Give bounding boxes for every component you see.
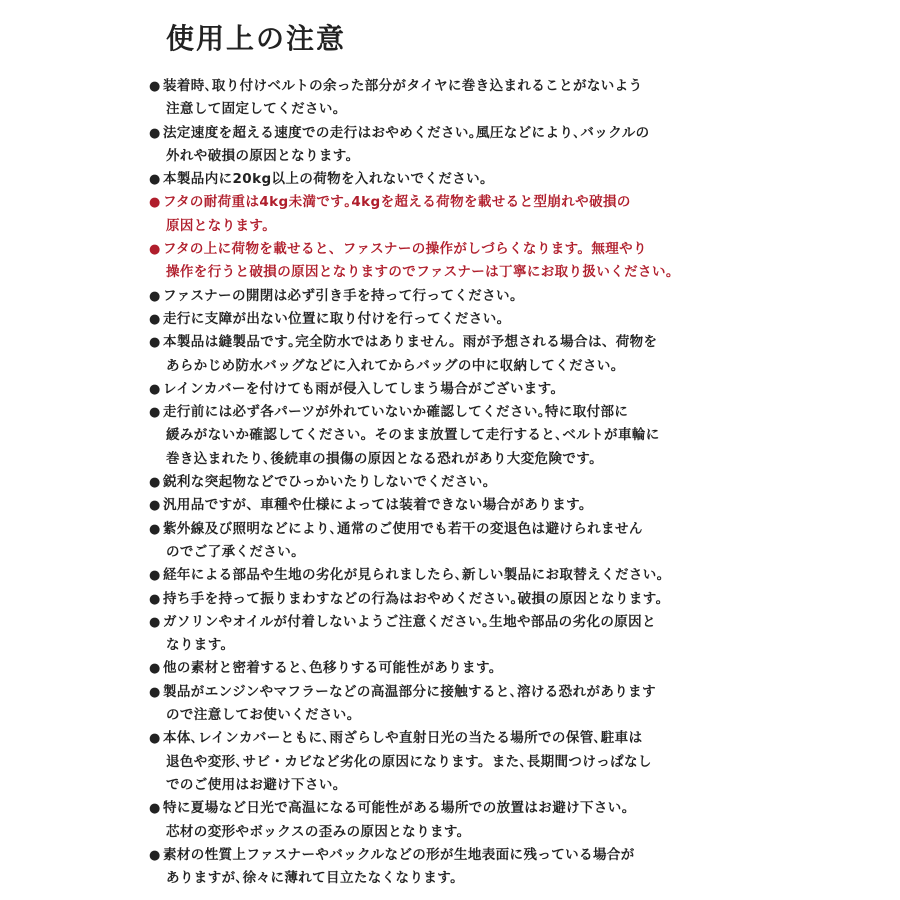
bullet-icon: ●	[149, 521, 161, 537]
bullet-icon: ●	[149, 661, 161, 677]
bullet-icon: ●	[149, 801, 161, 817]
caution-text	[163, 378, 763, 401]
caution-line: 芯材の変形やボックスの歪みの原因となります。	[166, 823, 471, 840]
caution-text	[163, 494, 763, 517]
caution-item-warning	[0, 238, 900, 285]
caution-text	[163, 518, 763, 565]
bullet-icon: ●	[149, 125, 161, 141]
caution-line: 退色や変形､サビ・カビなど劣化の原因になります。また､長期間つけっぱなし	[166, 753, 652, 770]
caution-line: レインカバーを付けても雨が侵入してしまう場合がございます。	[163, 380, 565, 397]
bullet-icon: ●	[149, 614, 161, 630]
bullet-icon: ●	[149, 381, 161, 397]
caution-line: 鋭利な突起物などでひっかいたりしないでください。	[163, 474, 497, 491]
caution-line: 経年による部品や生地の劣化が見られましたら､新しい製品にお取替えください。	[163, 567, 671, 584]
caution-line: あらかじめ防水バッグなどに入れてからバッグの中に収納してください。	[166, 357, 625, 374]
caution-item	[0, 401, 900, 471]
caution-item	[0, 494, 900, 517]
caution-text	[163, 401, 763, 471]
caution-text	[163, 191, 763, 238]
caution-line: 特に夏場など日光で高温になる可能性がある場所での放置はお避け下さい。	[163, 800, 636, 817]
caution-text	[163, 75, 763, 122]
bullet-icon: ●	[149, 405, 161, 421]
caution-item	[0, 285, 900, 308]
caution-line: 本製品内に20kg以上の荷物を入れないでください。	[163, 171, 494, 188]
caution-text	[163, 611, 763, 658]
caution-item	[0, 844, 900, 891]
caution-item	[0, 611, 900, 658]
caution-item	[0, 308, 900, 331]
caution-text	[163, 122, 763, 169]
bullet-icon: ●	[149, 498, 161, 514]
bullet-icon: ●	[149, 568, 161, 584]
caution-line: 他の素材と密着すると､色移りする可能性があります。	[163, 660, 503, 677]
bullet-icon: ●	[149, 591, 161, 607]
caution-item	[0, 657, 900, 680]
caution-item	[0, 331, 900, 378]
caution-text	[163, 727, 763, 797]
bullet-icon: ●	[149, 79, 161, 94]
caution-line: 原因となります。	[166, 217, 277, 234]
caution-line: 素材の性質上ファスナーやバックルなどの形が生地表面に残っている場合が	[163, 846, 635, 863]
caution-line: 走行に支障が出ない位置に取り付けを行ってください。	[163, 310, 511, 327]
bullet-icon: ●	[149, 311, 161, 327]
bullet-icon: ●	[149, 242, 161, 258]
caution-item	[0, 727, 900, 797]
caution-line: 本体､レインカバーともに､雨ざらしや直射日光の当たる場所での保管､駐車は	[163, 730, 643, 747]
caution-line: 汎用品ですが、車種や仕様によっては装着できない場合があります。	[163, 497, 593, 514]
caution-item	[0, 797, 900, 844]
caution-line: 外れや破損の原因となります。	[166, 147, 360, 164]
caution-line: 注意して固定してください。	[166, 101, 347, 118]
caution-line: 緩みがないか確認してください。そのまま放置して走行すると､ベルトが車輪に	[166, 427, 660, 444]
caution-text	[163, 308, 763, 331]
caution-line: ガソリンやオイルが付着しないようご注意ください｡生地や部品の劣化の原因と	[163, 613, 656, 630]
caution-text	[163, 238, 763, 285]
bullet-icon: ●	[149, 847, 161, 863]
caution-text	[163, 797, 763, 844]
caution-line: フタの上に荷物を載せると、ファスナーの操作がしづらくなります。無理やり	[163, 241, 647, 258]
caution-item-warning	[0, 191, 900, 238]
caution-line: 装着時､取り付けベルトの余った部分がタイヤに巻き込まれることがないよう	[163, 78, 643, 94]
caution-item	[0, 75, 900, 122]
caution-line: 走行前には必ず各パーツが外れていないか確認してください｡特に取付部に	[163, 404, 629, 421]
caution-line: なります。	[166, 637, 235, 654]
caution-line: ファスナーの開閉は必ず引き手を持って行ってください。	[163, 287, 524, 304]
caution-line: 本製品は縫製品です｡完全防水ではありません。雨が予想される場合は、荷物を	[163, 334, 658, 351]
caution-list	[0, 75, 900, 890]
bullet-icon: ●	[149, 475, 161, 491]
bullet-icon: ●	[149, 288, 161, 304]
bullet-icon: ●	[149, 335, 161, 351]
caution-text	[163, 471, 763, 494]
page-title: 使用上の注意	[166, 22, 347, 55]
caution-line: フタの耐荷重は4kg未満です｡4kgを超える荷物を載せると型崩れや破損の	[163, 194, 631, 211]
caution-line: 法定速度を超える速度での走行はおやめください｡風圧などにより､バックルの	[163, 124, 650, 141]
caution-item	[0, 378, 900, 401]
caution-item	[0, 168, 900, 191]
caution-line: 巻き込まれたり､後続車の損傷の原因となる恐れがあり大変危険です。	[166, 450, 603, 467]
caution-text	[163, 657, 763, 680]
caution-line: 紫外線及び照明などにより､通常のご使用でも若干の変退色は避けられません	[163, 520, 643, 537]
caution-item	[0, 588, 900, 611]
bullet-icon: ●	[149, 195, 161, 211]
caution-text	[163, 564, 763, 587]
caution-item	[0, 122, 900, 169]
bullet-icon: ●	[149, 731, 161, 747]
caution-line: ありますが､徐々に薄れて目立たなくなります。	[166, 870, 464, 887]
caution-text	[163, 285, 763, 308]
caution-text	[163, 331, 763, 378]
caution-item	[0, 681, 900, 728]
caution-item	[0, 564, 900, 587]
caution-item	[0, 471, 900, 494]
caution-line: のでご了承ください。	[166, 543, 305, 560]
caution-line: 操作を行うと破損の原因となりますのでファスナーは丁寧にお取り扱いください。	[166, 264, 680, 281]
bullet-icon: ●	[149, 684, 161, 700]
caution-text	[163, 844, 763, 891]
caution-line: ので注意してお使いください。	[166, 707, 361, 724]
caution-item	[0, 518, 900, 565]
caution-line: 持ち手を持って振りまわすなどの行為はおやめください｡破損の原因となります。	[163, 590, 670, 607]
caution-text	[163, 588, 763, 611]
caution-text	[163, 168, 763, 191]
caution-line: でのご使用はお避け下さい。	[166, 776, 347, 793]
caution-text	[163, 681, 763, 728]
bullet-icon: ●	[149, 172, 161, 188]
caution-line: 製品がエンジンやマフラーなどの高温部分に接触すると､溶ける恐れがあります	[163, 683, 656, 700]
